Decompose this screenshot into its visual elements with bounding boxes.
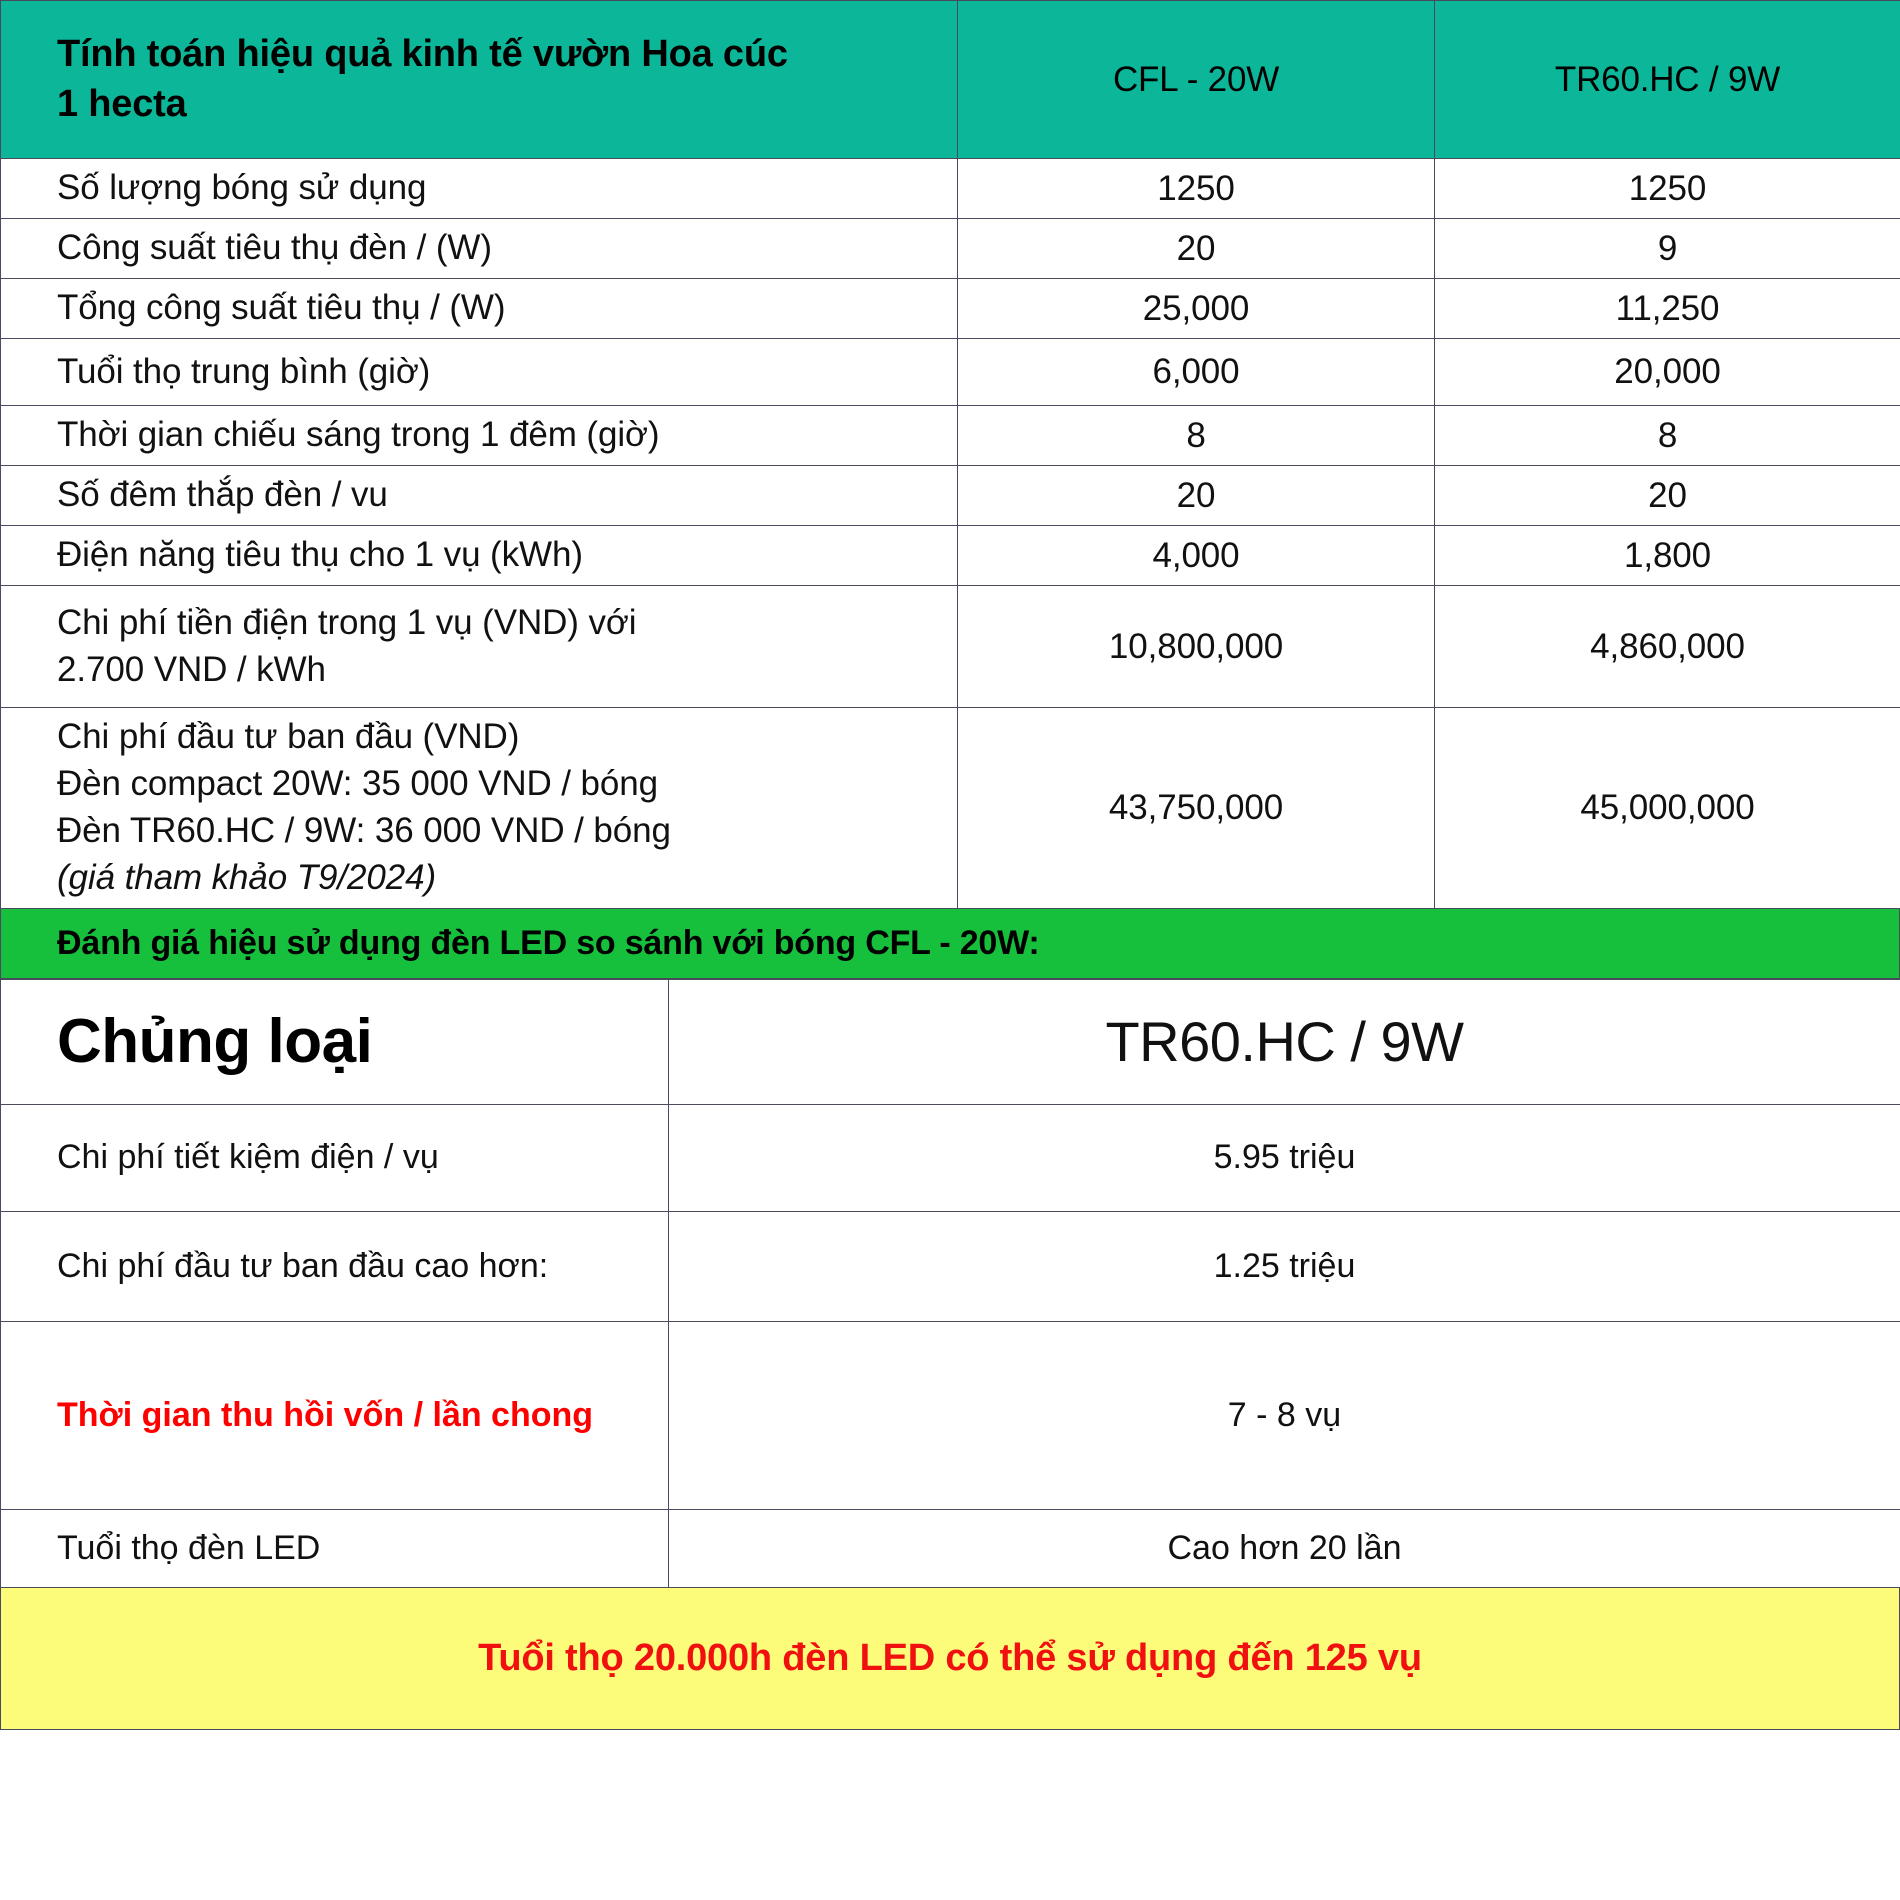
table-row — [1, 339, 1900, 406]
row-value-led: 1,800 — [1435, 526, 1900, 586]
row-value-led: 45,000,000 — [1435, 708, 1900, 909]
initial-investment-row — [1, 708, 1900, 909]
row-value: 1.25 triệu — [669, 1211, 1900, 1321]
table-row — [1, 279, 1900, 339]
table-row — [1, 219, 1900, 279]
summary-row-extra-investment — [1, 1211, 1900, 1321]
summary-row-savings — [1, 1104, 1900, 1211]
row-label-highlighted — [1, 1321, 669, 1509]
row-value-cfl: 8 — [958, 406, 1435, 466]
row-value-cfl: 1250 — [958, 159, 1435, 219]
row-value-led: 1250 — [1435, 159, 1900, 219]
row-label: Chi phí tiết kiệm điện / vụ — [1, 1104, 669, 1211]
row-label: Thời gian chiếu sáng trong 1 đêm (giờ) — [1, 406, 958, 466]
row-value-cfl: 25,000 — [958, 279, 1435, 339]
row-value-led: 20,000 — [1435, 339, 1900, 406]
table-row — [1, 526, 1900, 586]
row-label-line3: Đèn TR60.HC / 9W: 36 000 VND / bóng — [57, 810, 671, 850]
row-value-cfl: 6,000 — [958, 339, 1435, 406]
row-value: 7 - 8 vụ — [669, 1321, 1900, 1509]
column-header-led: TR60.HC / 9W — [1435, 1, 1900, 159]
summary-header-row — [1, 979, 1900, 1104]
table-title-line1: Tính toán hiệu quả kinh tế vườn Hoa cúc — [57, 33, 788, 76]
row-label-line2: hơn: — [478, 1246, 549, 1285]
row-label-line2: 2.700 VND / kWh — [57, 649, 326, 689]
column-header-cfl: CFL - 20W — [958, 1, 1435, 159]
table-header-row — [1, 1, 1900, 159]
electricity-cost-row — [1, 586, 1900, 708]
row-label — [1, 1211, 669, 1321]
summary-row-lifespan — [1, 1509, 1900, 1587]
row-label-line1: Chi phí tiền điện trong 1 vụ (VND) với — [57, 602, 637, 642]
table-row — [1, 159, 1900, 219]
row-value-cfl: 4,000 — [958, 526, 1435, 586]
row-label-line1: Chi phí đầu tư ban đầu (VND) — [57, 717, 520, 756]
row-label: Số lượng bóng sử dụng — [1, 159, 958, 219]
row-value-cfl: 10,800,000 — [958, 586, 1435, 708]
row-label-line1: Thời gian thu hồi vốn / lần — [57, 1395, 482, 1434]
summary-header-label: Chủng loại — [1, 979, 669, 1104]
row-label-line2: Đèn compact 20W: 35 000 VND / bóng — [57, 763, 659, 803]
row-label-line1: Chi phí đầu tư ban đầu cao — [57, 1246, 470, 1285]
row-label — [1, 708, 958, 909]
footer-banner-text: Tuổi thọ 20.000h đèn LED có thể sử dụng đến 125 vụ — [478, 1636, 1422, 1679]
section-banner-evaluation — [0, 909, 1900, 979]
row-value-cfl: 43,750,000 — [958, 708, 1435, 909]
row-label-line2: chong — [491, 1395, 594, 1434]
row-value-led: 20 — [1435, 466, 1900, 526]
row-label: Điện năng tiêu thụ cho 1 vụ (kWh) — [1, 526, 958, 586]
row-value-cfl: 20 — [958, 219, 1435, 279]
row-value-cfl: 20 — [958, 466, 1435, 526]
row-label: Tuổi thọ đèn LED — [1, 1509, 669, 1587]
footer-banner — [0, 1588, 1900, 1730]
summary-header-value: TR60.HC / 9W — [669, 979, 1900, 1104]
row-value: Cao hơn 20 lần — [669, 1509, 1900, 1587]
row-value-led: 8 — [1435, 406, 1900, 466]
row-value-led: 11,250 — [1435, 279, 1900, 339]
row-label: Tổng công suất tiêu thụ / (W) — [1, 279, 958, 339]
row-value-led: 9 — [1435, 219, 1900, 279]
row-label-note: (giá tham khảo T9/2024) — [57, 857, 437, 897]
summary-row-payback — [1, 1321, 1900, 1509]
economic-comparison-table — [0, 0, 1900, 909]
row-label — [1, 586, 958, 708]
row-value: 5.95 triệu — [669, 1104, 1900, 1211]
row-value-led: 4,860,000 — [1435, 586, 1900, 708]
row-label: Số đêm thắp đèn / vu — [1, 466, 958, 526]
table-row — [1, 466, 1900, 526]
table-title-cell — [1, 1, 958, 159]
table-row — [1, 406, 1900, 466]
section-banner-text: Đánh giá hiệu sử dụng đèn LED so sánh với bóng CFL - 20W: — [57, 923, 1040, 962]
row-label: Tuổi thọ trung bình (giờ) — [1, 339, 958, 406]
led-summary-table — [0, 979, 1900, 1588]
table-title-line2: 1 hecta — [57, 82, 187, 125]
row-label: Công suất tiêu thụ đèn / (W) — [1, 219, 958, 279]
